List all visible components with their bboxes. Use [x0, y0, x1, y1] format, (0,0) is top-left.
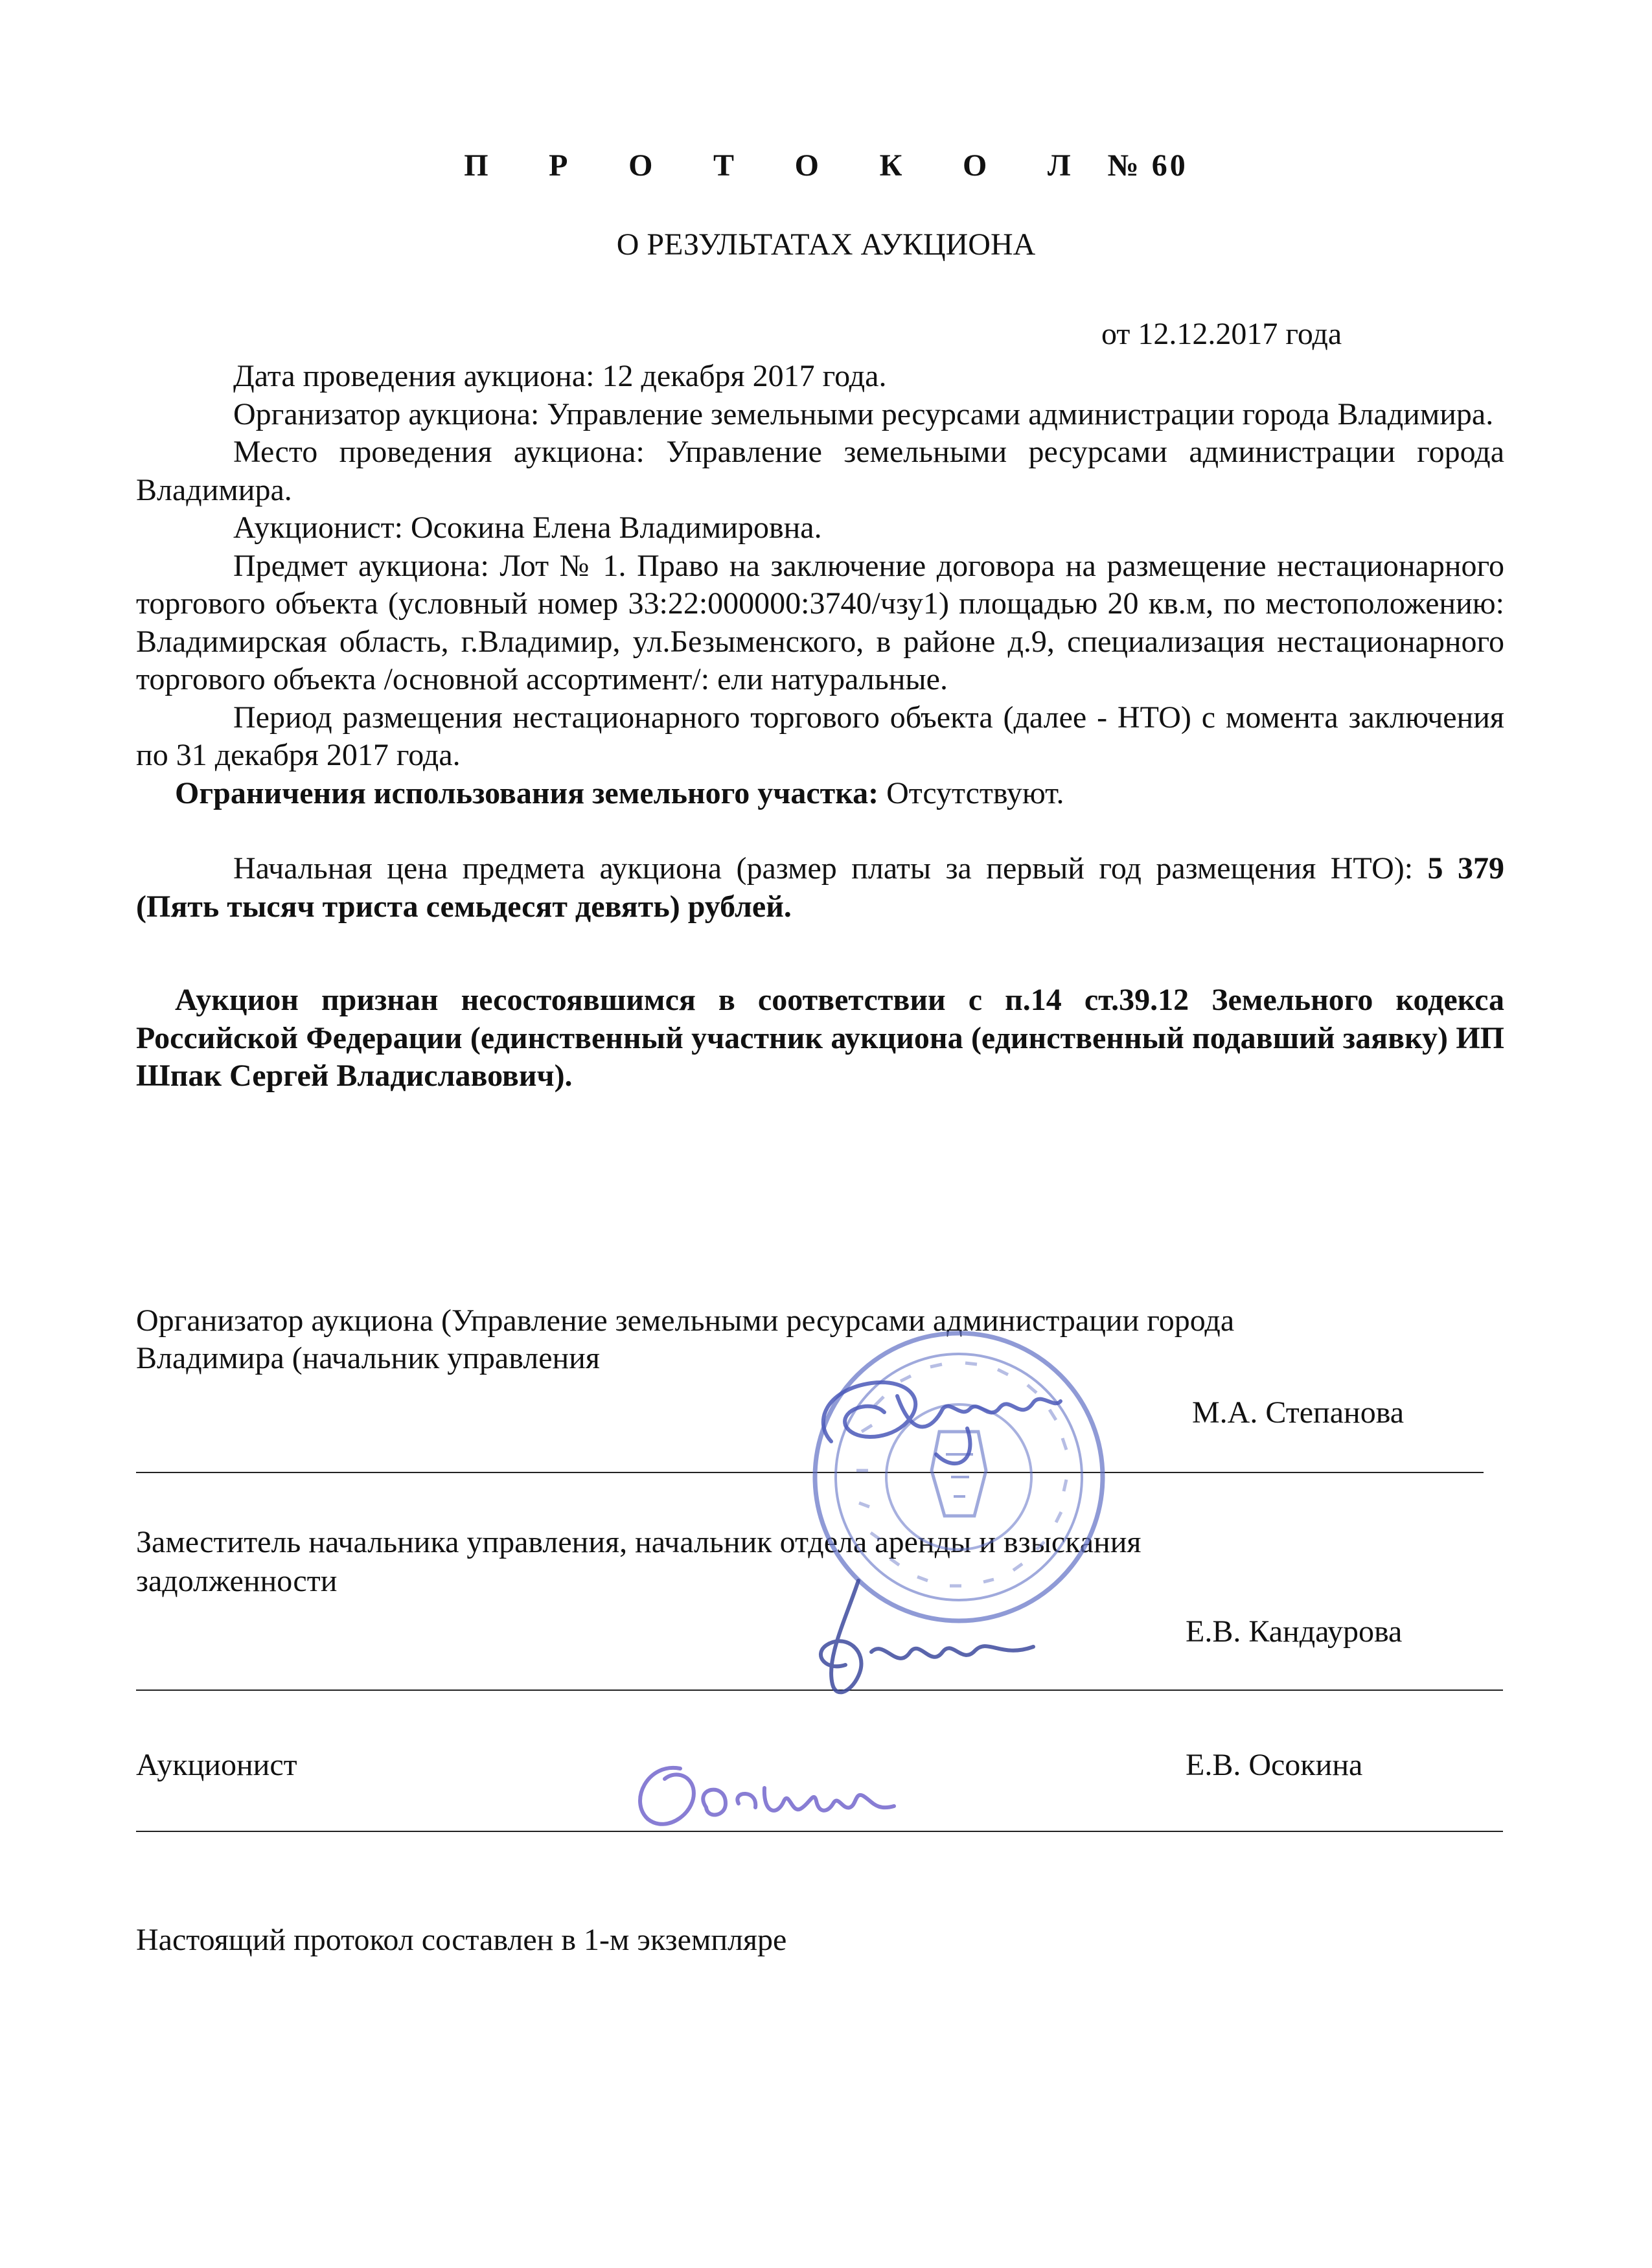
title-number: № 60 — [1107, 148, 1188, 183]
auctioneer-signature-label: Аукционист — [136, 1748, 297, 1782]
organizer-signatory-name: М.А. Степанова — [1192, 1395, 1405, 1430]
copies-note: Настоящий протокол составлен в 1-м экземпляре — [136, 1923, 787, 1957]
restrictions-paragraph — [136, 775, 1504, 813]
auctioneer-signatory-name: Е.В. Осокина — [1186, 1748, 1363, 1782]
price-value: 5 379 (Пять тысяч триста семьдесят девять) рублей. — [136, 851, 1504, 924]
price-paragraph — [136, 850, 1504, 926]
organizer-paragraph: Организатор аукциона: Управление земельными ресурсами администрации города Владимира. — [233, 396, 1494, 431]
document-subtitle: О РЕЗУЛЬТАТАХ АУКЦИОНА — [616, 227, 1036, 262]
result-paragraph: Аукцион признан несостоявшимся в соответствии с п.14 ст.39.12 Земельного кодекса Российской Федерации (единственный участник аукциона (единственный подавший заявку) ИП Шпак Сергей Владиславович). — [136, 983, 1504, 1093]
organizer-signature-line1: Организатор аукциона (Управление земельными ресурсами администрации города — [136, 1303, 1235, 1338]
deputy-signature-line1: Заместитель начальника управления, начальник отдела аренды и взыскания — [136, 1525, 1141, 1559]
subject-paragraph: Предмет аукциона: Лот № 1. Право на заключение договора на размещение нестационарного торгового объекта (условный номер 33:22:000000:3740/чзу1) площадью 20 кв.м, по местоположению: Владимирская область, г.Владимир, ул.Безыменского, в районе д.9, специализация нестационарного торгового объекта /основной ассортимент/: ели натуральные. — [136, 548, 1504, 696]
organizer-handwritten-signature — [800, 1364, 1072, 1487]
organizer-signature-line2: Владимира (начальник управления — [136, 1341, 600, 1375]
auctioneer-paragraph: Аукционист: Осокина Елена Владимировна. — [233, 510, 822, 545]
document-title — [0, 148, 1652, 183]
price-text: Начальная цена предмета аукциона (размер платы за первый год размещения НТО): — [233, 851, 1428, 886]
auction-date-paragraph: Дата проведения аукциона: 12 декабря 2017 года. — [233, 359, 887, 393]
auctioneer-handwritten-signature — [622, 1749, 907, 1840]
period-paragraph: Период размещения нестационарного торгового объекта (далее - НТО) с момента заключения по 31 декабря 2017 года. — [136, 700, 1504, 772]
deputy-handwritten-signature — [787, 1561, 1059, 1710]
restrictions-label: Ограничения использования земельного участка: — [175, 775, 879, 810]
place-paragraph: Место проведения аукциона: Управление земельными ресурсами администрации города Владимира. — [136, 435, 1504, 507]
deputy-signatory-name: Е.В. Кандаурова — [1186, 1614, 1403, 1649]
restrictions-value: Отсутствуют. — [878, 775, 1064, 810]
document-date: от 12.12.2017 года — [1101, 317, 1342, 351]
deputy-signature-line2: задолженности — [136, 1564, 338, 1598]
title-prefix: П Р О Т О К О Л — [464, 148, 1097, 183]
document-body — [136, 358, 1504, 1095]
